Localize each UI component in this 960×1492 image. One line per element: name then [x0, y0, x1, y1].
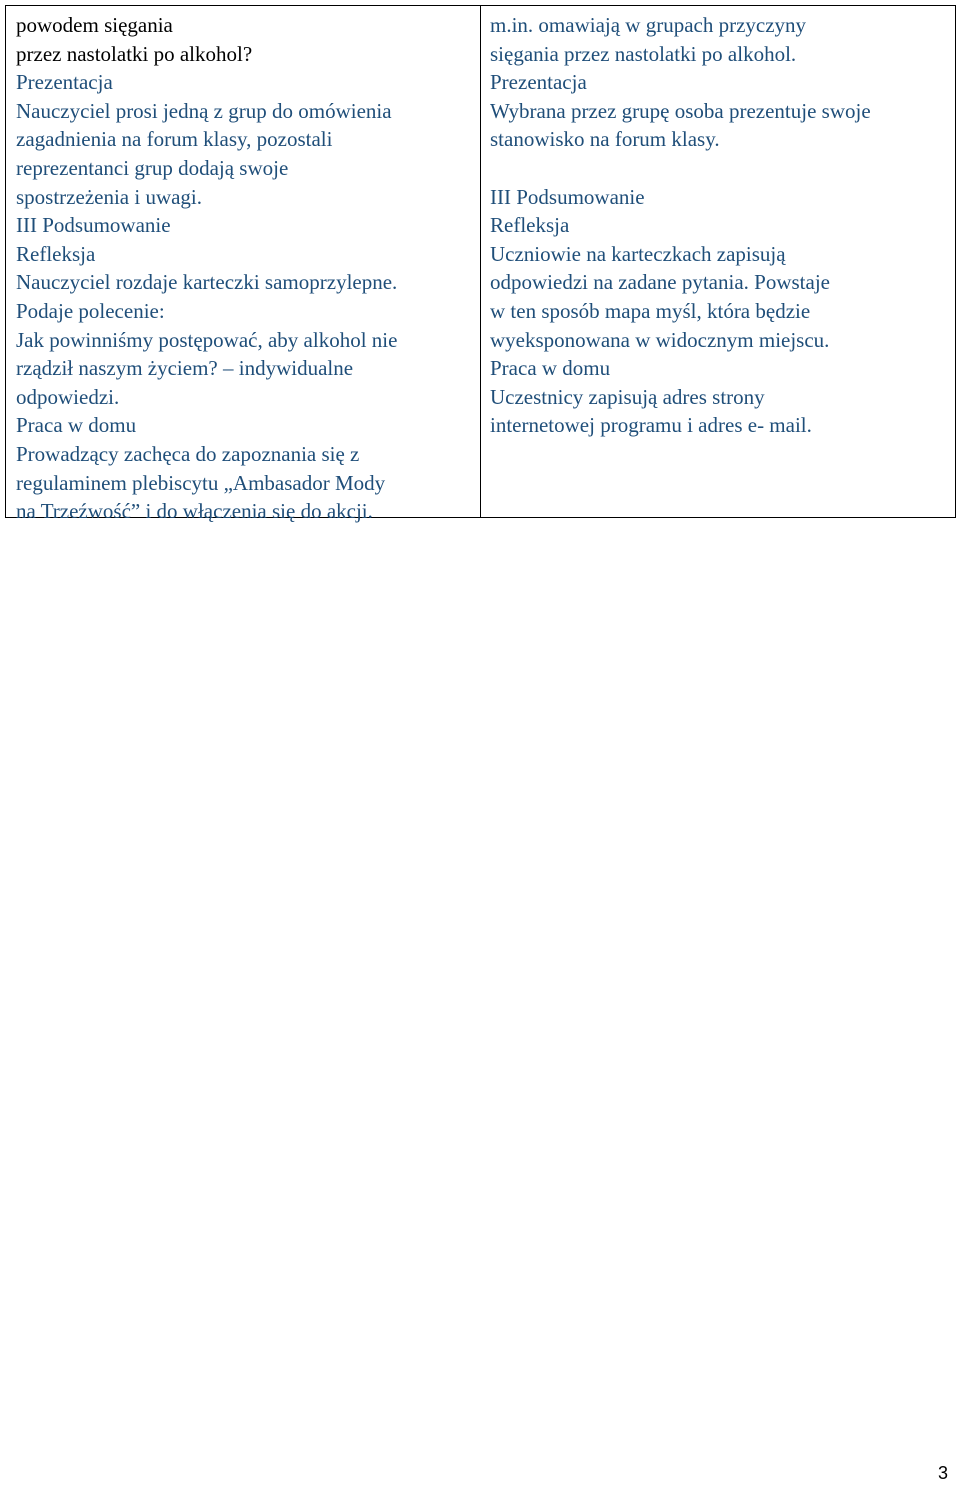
page-number: 3: [938, 1463, 949, 1483]
section-heading-prezentacja: Prezentacja: [490, 70, 587, 95]
text-line: stanowisko na forum klasy.: [490, 127, 720, 152]
text-line: powodem sięgania: [16, 13, 173, 37]
text-line: Jak powinniśmy postępować, aby alkohol nie: [16, 327, 398, 352]
text-line: Nauczyciel prosi jedną z grup do omówienia: [16, 98, 392, 123]
section-heading-podsumowanie: III Podsumowanie: [16, 213, 171, 238]
text-line: Uczniowie na karteczkach zapisują: [490, 241, 786, 266]
section-heading-prezentacja: Prezentacja: [16, 70, 113, 95]
text-line: Podaje polecenie:: [16, 298, 165, 323]
student-activities-cell: [481, 6, 955, 517]
text-line: odpowiedzi.: [16, 384, 120, 409]
spacer: [490, 154, 955, 183]
text-line: na Trzeźwość” i do włączenia się do akcji.: [16, 499, 373, 524]
section-heading-refleksja: Refleksja: [490, 213, 570, 238]
section-heading-praca-w-domu: Praca w domu: [490, 356, 611, 381]
lesson-plan-table: [5, 5, 956, 524]
text-line: regulaminem plebiscytu „Ambasador Mody: [16, 470, 386, 495]
text-line: sięgania przez nastolatki po alkohol.: [490, 41, 797, 66]
text-segment: Powstaje: [748, 270, 830, 295]
text-line: Wybrana przez grupę osoba prezentuje swoje: [490, 98, 871, 123]
text-line: zagadnienia na forum klasy, pozostali: [16, 127, 333, 152]
text-line: w ten sposób mapa myśl, która będzie: [490, 298, 811, 323]
text-line: reprezentanci grup dodają swoje: [16, 155, 289, 180]
text-segment: rządził naszym życiem?: [16, 356, 218, 381]
text-line: Nauczyciel rozdaje karteczki samoprzylepne.: [16, 270, 398, 295]
text-line: Prowadzący zachęca do zapoznania się z: [16, 441, 360, 466]
section-heading-podsumowanie: III Podsumowanie: [490, 184, 645, 209]
text-segment: – indywidualne: [217, 356, 354, 381]
text-line: spostrzeżenia i uwagi.: [16, 184, 203, 209]
text-line: [490, 268, 955, 297]
text-line: przez nastolatki po alkohol?: [16, 41, 253, 66]
text-line: [16, 354, 480, 383]
section-heading-praca-w-domu: Praca w domu: [16, 413, 137, 438]
section-heading-refleksja: Refleksja: [16, 241, 96, 266]
text-line: Uczestnicy zapisują adres strony: [490, 384, 765, 409]
text-line: wyeksponowana w widocznym miejscu.: [490, 327, 830, 352]
text-line: m.in. omawiają w grupach przyczyny: [490, 13, 807, 37]
text-line: internetowej programu i adres e- mail.: [490, 413, 812, 438]
teacher-activities-cell: [6, 6, 481, 524]
text-segment: odpowiedzi na zadane pytania.: [490, 270, 749, 295]
